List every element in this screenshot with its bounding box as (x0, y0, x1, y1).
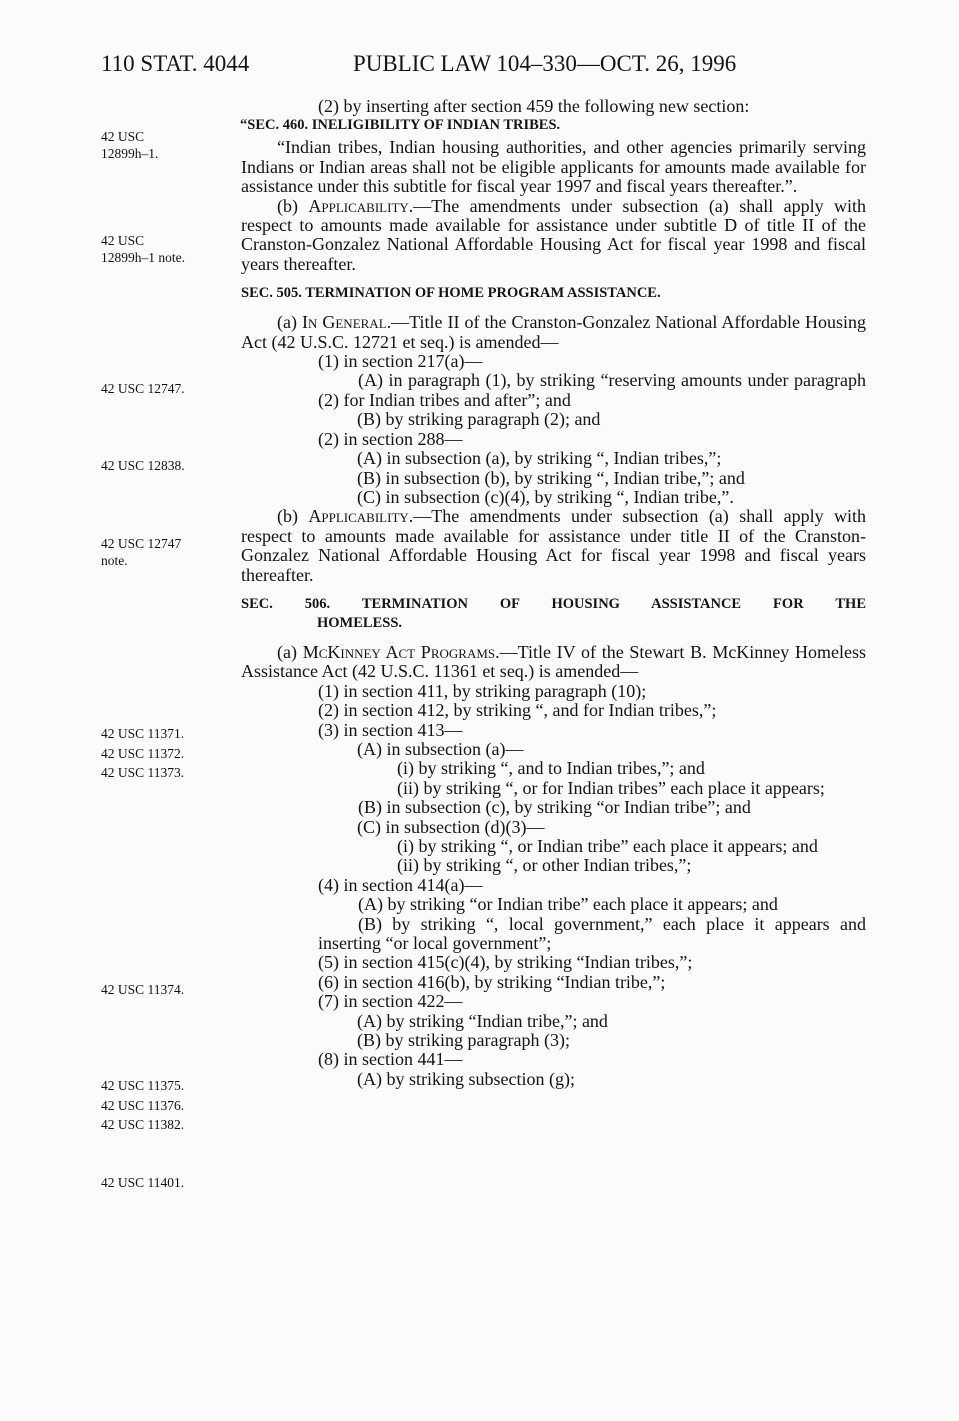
list-item: (A) by striking “or Indian tribe” each place it appears; and (358, 894, 778, 915)
margin-citation: 42 USC 12747 note. (101, 536, 182, 568)
margin-citation: 42 USC 12838. (101, 458, 185, 473)
public-law-header: PUBLIC LAW 104–330—OCT. 26, 1996 (353, 51, 737, 76)
list-item: (A) in paragraph (1), by striking “reserving amounts under paragraph (2) for Indian tribes and after”; and (318, 370, 866, 410)
list-item: (4) in section 414(a)— (318, 874, 483, 895)
list-item: (B) by striking “, local government,” each place it appears and inserting “or local government”; (318, 913, 866, 954)
list-item: (2) in section 412, by striking “, and for Indian tribes,”; (318, 700, 717, 721)
section-heading: SEC. 506. TERMINATION OF HOUSING ASSISTANCE FOR THE HOMELESS. (241, 595, 866, 631)
list-item: (i) by striking “, or Indian tribe” each place it appears; and (397, 836, 818, 856)
subsection-label: (a) (277, 312, 302, 333)
margin-citation: 42 USC 11382. (101, 1117, 185, 1132)
margin-citation: 42 USC 11371. (101, 726, 185, 741)
list-item: (1) in section 411, by striking paragraph (10); (318, 680, 647, 701)
main-text (241, 97, 866, 1089)
list-item: (B) by striking paragraph (2); and (357, 409, 601, 430)
list-item: (8) in section 441— (318, 1049, 463, 1070)
paragraph-text: .—Title II of the Cranston-Gonzalez National Affordable Housing Act (42 U.S.C. 12721 et seq.) is amended— (241, 312, 867, 352)
list-item: (B) in subsection (c), by striking “or Indian tribe”; and (358, 797, 751, 818)
list-item: (ii) by striking “, or for Indian tribes” each place it appears; (397, 777, 825, 798)
list-item: (ii) by striking “, or other Indian tribes,”; (397, 855, 692, 876)
paragraph-text: .—Title IV of the Stewart B. McKinney Homeless Assistance Act (42 U.S.C. 11361 et seq.) is amended— (241, 641, 866, 682)
paragraph-text: .—The amendments under subsection (a) shall apply with respect to amounts made available for assistance under title II of the Cranston-Gonzalez National Affordable Housing Act for fiscal year 1998 and fiscal years thereafter. (241, 506, 866, 585)
page-number-header: 110 STAT. 4044 (101, 51, 250, 76)
list-item: (3) in section 413— (318, 719, 463, 740)
subsection-label: (b) (277, 195, 309, 216)
subsection-caption: Applicability (308, 195, 409, 216)
list-item: (6) in section 416(b), by striking “Indian tribe,”; (318, 971, 666, 992)
subsection-caption: In General (301, 312, 387, 333)
margin-citation: 42 USC 12899h–1. (101, 129, 159, 161)
margin-citation: 42 USC 11373. (101, 765, 185, 780)
list-item: (C) in subsection (d)(3)— (357, 816, 545, 837)
subsection-label: (a) (277, 641, 303, 662)
margin-citation: 42 USC 11374. (101, 982, 185, 997)
paragraph-text: .—The amendments under subsection (a) shall apply with respect to amounts made available for assistance under subtitle D of title II of the Cranston-Gonzalez National Affordable Housing Act for fiscal year 1998 and fiscal years thereafter. (241, 195, 866, 274)
margin-citation: 42 USC 11372. (101, 746, 185, 761)
list-item: (B) in subsection (b), by striking “, Indian tribe,”; and (357, 467, 745, 488)
list-item: (A) in subsection (a), by striking “, Indian tribes,”; (357, 448, 722, 469)
paragraph (241, 507, 866, 585)
list-item: (A) by striking “Indian tribe,”; and (357, 1010, 608, 1031)
paragraph (241, 313, 866, 352)
subsection-caption: McKinney Act Programs (302, 641, 496, 662)
list-item: (2) in section 288— (318, 428, 463, 449)
list-item: (C) in subsection (c)(4), by striking “, Indian tribe,”. (357, 486, 734, 507)
list-item: (A) by striking subsection (g); (357, 1068, 575, 1089)
paragraph (241, 197, 866, 275)
list-item: (B) by striking paragraph (3); (357, 1030, 570, 1051)
paragraph: (2) by inserting after section 459 the following new section: (318, 96, 750, 116)
paragraph (241, 643, 866, 682)
list-item: (5) in section 415(c)(4), by striking “Indian tribes,”; (318, 952, 693, 973)
list-item: (1) in section 217(a)— (318, 351, 483, 372)
subsection-caption: Applicability (308, 506, 409, 527)
list-item: (i) by striking “, and to Indian tribes,”; and (397, 758, 705, 779)
list-item: (A) in subsection (a)— (357, 738, 524, 759)
margin-citation: 42 USC 11375. (101, 1078, 185, 1093)
margin-citation: 42 USC 11401. (101, 1175, 185, 1190)
margin-citation: 42 USC 12747. (101, 381, 185, 396)
paragraph: “Indian tribes, Indian housing authorities, and other agencies primarily serving Indians or Indian areas shall not be eligible applicants for amounts made available for assistance under this subtitle for fiscal year 1997 and fiscal years thereafter.”. (241, 137, 866, 197)
section-heading: “SEC. 460. INELIGIBILITY OF INDIAN TRIBES. (240, 117, 561, 134)
section-heading: SEC. 505. TERMINATION OF HOME PROGRAM ASSISTANCE. (241, 285, 661, 302)
list-item: (7) in section 422— (318, 991, 463, 1012)
margin-citation: 42 USC 11376. (101, 1098, 185, 1113)
margin-citation: 42 USC 12899h–1 note. (101, 233, 185, 265)
subsection-label: (b) (277, 506, 309, 527)
